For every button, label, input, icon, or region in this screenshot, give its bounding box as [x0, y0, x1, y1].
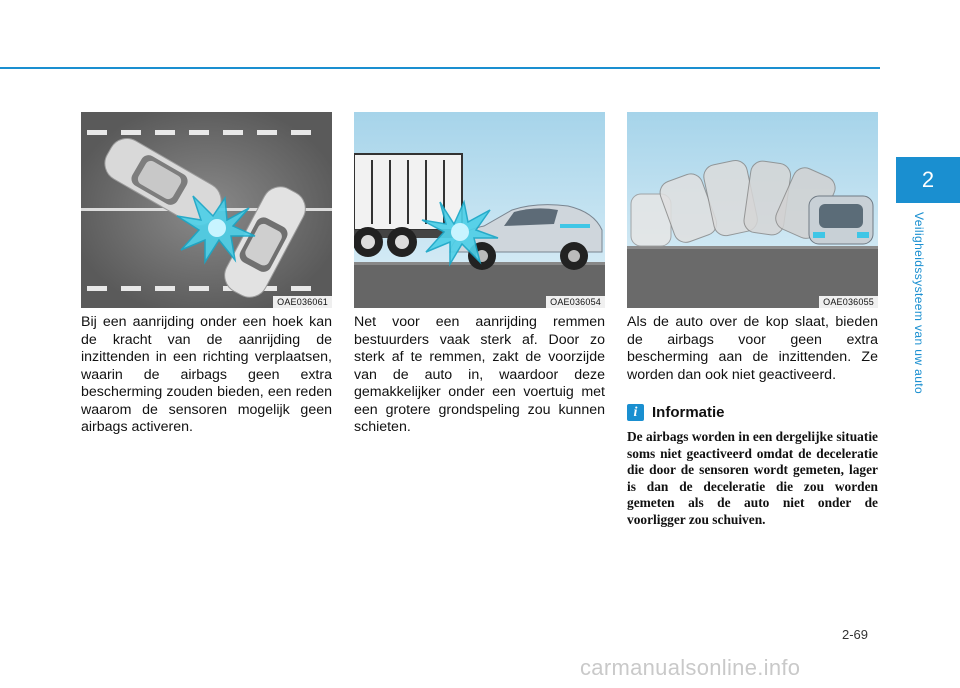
info-header: [627, 404, 878, 421]
underride-illustration: [354, 112, 605, 308]
watermark: carmanualsonline.info: [580, 655, 801, 680]
column-angled-impact: [81, 112, 332, 437]
paragraph: Als de auto over de kop slaat, bieden de airbags voor geen extra bescherming aan de inzittenden. Ze worden dan ook niet geactiveerd.: [627, 314, 878, 383]
figure-rollover: [627, 112, 878, 308]
chapter-number: 2: [921, 167, 935, 192]
figure-code: OAE036061: [273, 296, 332, 308]
header-rule: [0, 67, 880, 69]
paragraph: Net voor een aanrijding remmen bestuurders vaak sterk af. Door zo sterk af te remmen, zakt de voorzijde van de auto in, waardoor deze gemakkelijker onder een voertuig met een grotere grondspeling zou kunnen schieten.: [354, 314, 605, 435]
angled-collision-illustration: [81, 112, 332, 308]
column-rollover: [627, 112, 878, 529]
column-braking-underride: [354, 112, 605, 437]
figure-angled-collision: [81, 112, 332, 308]
paragraph: Bij een aanrijding onder een hoek kan de kracht van de aanrijding de inzittenden in een richting verplaatsen, waarin de airbags geen extra bescherming zouden bieden, een reden waarom de sensoren mogelijk geen airbags activeren.: [81, 314, 332, 435]
page-number: 2-69: [842, 627, 869, 642]
figure-code: OAE036054: [546, 296, 605, 308]
chapter-title: Veiligheidssysteem van uw auto: [912, 212, 926, 395]
figure-underride: [354, 112, 605, 308]
info-title: Informatie: [652, 404, 725, 421]
rollover-illustration: [627, 112, 878, 308]
info-icon: i: [627, 404, 644, 421]
info-text: De airbags worden in een dergelijke situatie soms niet geactiveerd omdat de deceleratie die door de sensoren wordt gemeten, lager is dan de deceleratie die zou worden gemeten als de auto niet onder de voorligger zou schuiven.: [627, 429, 878, 527]
chapter-number-tab[interactable]: [896, 157, 960, 203]
figure-code: OAE036055: [819, 296, 878, 308]
